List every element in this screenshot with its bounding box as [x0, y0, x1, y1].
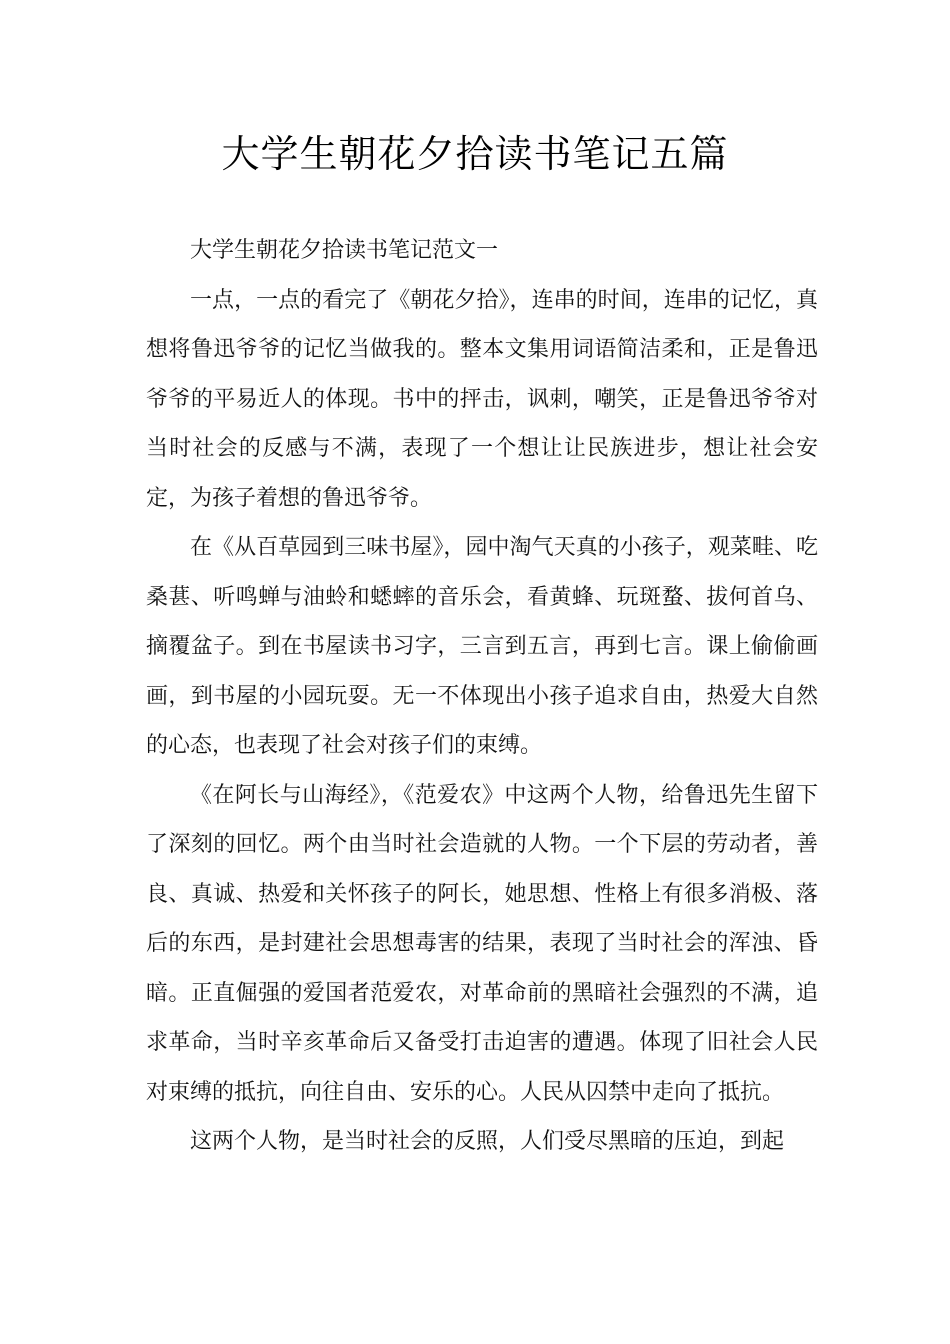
document-body — [146, 226, 818, 1167]
paragraph: 一点，一点的看完了《朝花夕拾》，连串的时间，连串的记忆，真想将鲁迅爷爷的记忆当做我的。整本文集用词语简洁柔和，正是鲁迅爷爷的平易近人的体现。书中的抨击，讽刺，嘲笑，正是鲁迅爷爷对当时社会的反感与不满，表现了一个想让让民族进步，想让社会安定，为孩子着想的鲁迅爷爷。 — [146, 287, 818, 511]
paragraph: 这两个人物，是当时社会的反照，人们受尽黑暗的压迫，到起 — [190, 1129, 785, 1154]
paragraph: 在《从百草园到三味书屋》，园中淘气天真的小孩子，观菜畦、吃桑葚、听鸣蝉与油蛉和蟋蟀的音乐会，看黄蜂、玩斑蝥、拔何首乌、摘覆盆子。到在书屋读书习字，三言到五言，再到七言。课上偷偷画画，到书屋的小园玩耍。无一不体现出小孩子追求自由，热爱大自然的心态，也表现了社会对孩子们的束缚。 — [146, 535, 818, 758]
document-title: 大学生朝花夕拾读书笔记五篇 — [221, 132, 729, 176]
paragraph-subtitle: 大学生朝花夕拾读书笔记范文一 — [190, 238, 499, 263]
paragraph: 《在阿长与山海经》，《范爱农》中这两个人物，给鲁迅先生留下了深刻的回忆。两个由当时社会造就的人物。一个下层的劳动者，善良、真诚、热爱和关怀孩子的阿长，她思想、性格上有很多消极、落后的东西，是封建社会思想毒害的结果，表现了当时社会的浑浊、昏暗。正直倔强的爱国者范爱农，对革命前的黑暗社会强烈的不满，追求革命，当时辛亥革命后又备受打击迫害的遭遇。体现了旧社会人民对束缚的抵抗，向往自由、安乐的心。人民从囚禁中走向了抵抗。 — [146, 782, 818, 1105]
